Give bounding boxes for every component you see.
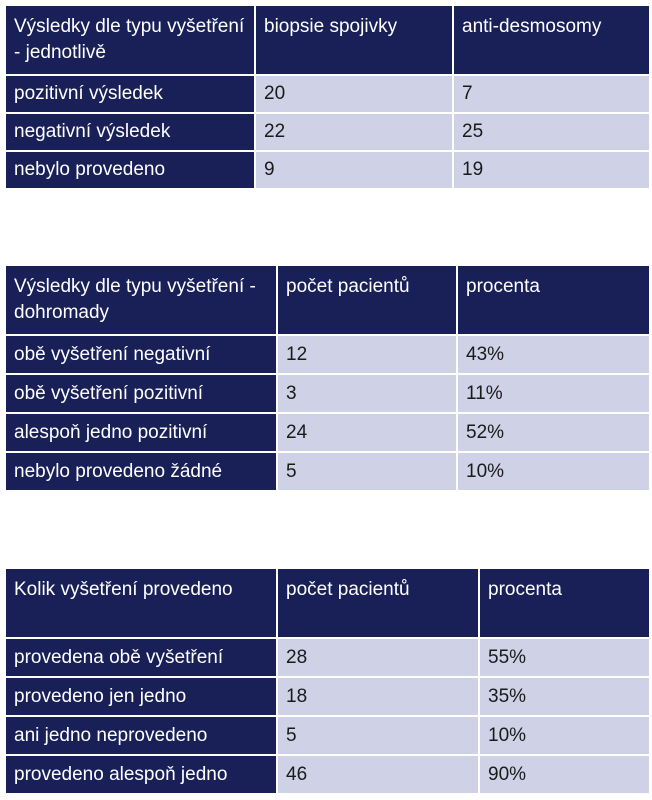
cell-value: 10% [458,453,649,490]
cell-value: 55% [480,639,649,676]
cell-value: 18 [278,678,478,715]
table-row [6,375,649,412]
table-row [6,639,649,676]
tests-performed-table [4,567,651,795]
table-row [6,336,649,373]
column-header: Výsledky dle typu vyšetření - jednotlivě [6,6,254,74]
row-label: provedeno alespoň jedno [6,756,276,793]
cell-value: 35% [480,678,649,715]
cell-value: 43% [458,336,649,373]
column-header: anti-desmosomy [454,6,649,74]
row-label: nebylo provedeno [6,152,254,188]
column-header: biopsie spojivky [256,6,452,74]
cell-value: 52% [458,414,649,451]
cell-value: 7 [454,76,649,112]
row-label: negativní výsledek [6,114,254,150]
cell-value: 9 [256,152,452,188]
row-label: nebylo provedeno žádné [6,453,276,490]
cell-value: 24 [278,414,456,451]
column-header: počet pacientů [278,266,456,334]
row-label: provedena obě vyšetření [6,639,276,676]
table-row [6,414,649,451]
table-row [6,717,649,754]
cell-value: 20 [256,76,452,112]
row-label: obě vyšetření negativní [6,336,276,373]
table-row [6,76,649,112]
table-row [6,152,649,188]
cell-value: 10% [480,717,649,754]
column-header: Kolik vyšetření provedeno [6,569,276,637]
table-row [6,678,649,715]
cell-value: 5 [278,453,456,490]
row-label: pozitivní výsledek [6,76,254,112]
column-header: počet pacientů [278,569,478,637]
results-by-test-individual-table [4,4,651,190]
cell-value: 19 [454,152,649,188]
cell-value: 90% [480,756,649,793]
table-header-row [6,569,649,637]
results-by-test-combined-table [4,264,651,492]
row-label: obě vyšetření pozitivní [6,375,276,412]
table-header-row [6,6,649,74]
cell-value: 3 [278,375,456,412]
table-row [6,114,649,150]
row-label: provedeno jen jedno [6,678,276,715]
cell-value: 11% [458,375,649,412]
row-label: alespoň jedno pozitivní [6,414,276,451]
column-header: Výsledky dle typu vyšetření - dohromady [6,266,276,334]
cell-value: 46 [278,756,478,793]
column-header: procenta [480,569,649,637]
cell-value: 5 [278,717,478,754]
table-header-row [6,266,649,334]
table-row [6,756,649,793]
column-header: procenta [458,266,649,334]
table-row [6,453,649,490]
row-label: ani jedno neprovedeno [6,717,276,754]
cell-value: 22 [256,114,452,150]
cell-value: 25 [454,114,649,150]
cell-value: 28 [278,639,478,676]
cell-value: 12 [278,336,456,373]
